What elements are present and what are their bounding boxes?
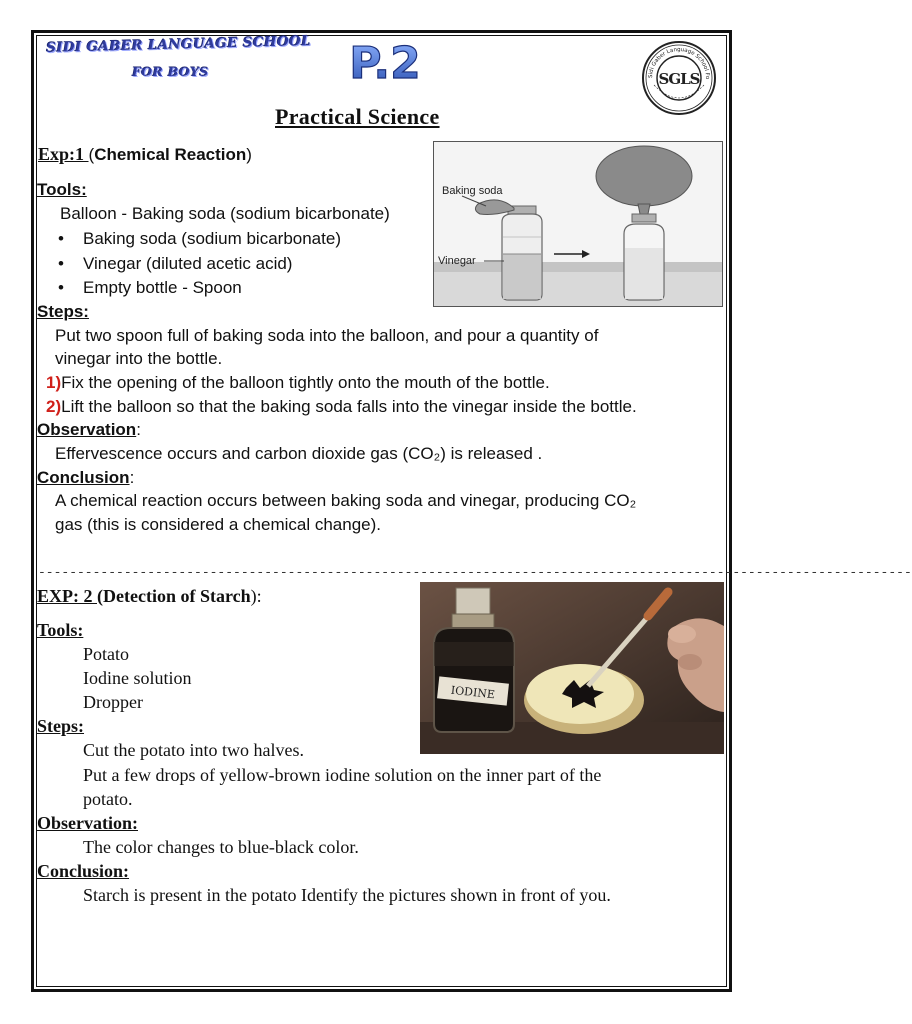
exp1-step-2: 2)Lift the balloon so that the baking soda falls into the vinegar inside the bottle. (46, 397, 637, 416)
iodine-potato-photo (420, 582, 724, 754)
exp1-step-1: 1)Fix the opening of the balloon tightly onto the mouth of the bottle. (46, 373, 550, 392)
grade-badge-logo (348, 34, 422, 88)
exp1-tools-line: Balloon - Baking soda (sodium bicarbonate) (60, 204, 390, 223)
exp1-steps-heading: Steps: (37, 302, 89, 321)
exp1-conclusion-heading: Conclusion: (37, 468, 135, 487)
exp2-heading: EXP: 2 (Detection of Starch): (37, 586, 262, 606)
section-divider: ---------------------------------------------------------------------------------------------------------------- (38, 565, 912, 580)
school-name-line2: FOR BOYS (132, 64, 209, 79)
exp1-steps-intro: Put two spoon full of baking soda into the balloon, and pour a quantity of (55, 326, 599, 345)
exp1-observation-heading: Observation: (37, 420, 141, 439)
svg-text:SGLS: SGLS (658, 70, 700, 88)
label-vinegar: Vinegar (438, 255, 476, 267)
exp2-steps-heading: Steps: (37, 716, 85, 736)
step-number: 2) (46, 397, 62, 416)
exp2-tools-heading: Tools: (37, 620, 84, 640)
exp2-step-2: Put a few drops of yellow-brown iodine solution on the inner part of the (83, 765, 602, 785)
exp2-conclusion-heading: Conclusion: (37, 861, 130, 881)
exp1-tool-item: • Baking soda (sodium bicarbonate) (58, 229, 341, 248)
balloon-experiment-figure (433, 141, 723, 307)
exp2-tool-item: Potato (83, 644, 130, 664)
exp1-label: Exp:1 (38, 144, 89, 164)
exp1-heading: Exp:1 (Chemical Reaction) (38, 144, 252, 164)
exp2-observation-heading: Observation: (37, 813, 138, 833)
exp1-conclusion-cont: gas (this is considered a chemical change). (55, 515, 381, 534)
exp2-label: EXP: 2 (37, 586, 97, 606)
exp2-step-1: Cut the potato into two halves. (83, 740, 304, 760)
exp2-topic: Detection of Starch (103, 586, 251, 606)
exp1-tools-heading: Tools: (37, 180, 87, 199)
school-name: SIDI GABER LANGUAGE SCHOOL (46, 33, 311, 56)
school-seal-logo (640, 39, 718, 117)
exp2-tool-item: Iodine solution (83, 668, 192, 688)
svg-text:P.2: P.2 (349, 38, 421, 89)
exp1-conclusion: A chemical reaction occurs between baking soda and vinegar, producing CO₂ (55, 491, 637, 510)
exp2-conclusion: Starch is present in the potato Identify the pictures shown in front of you. (83, 885, 611, 905)
exp1-steps-intro-cont: vinegar into the bottle. (55, 349, 223, 368)
label-baking-soda: Baking soda (442, 185, 503, 197)
exp1-observation: Effervescence occurs and carbon dioxide gas (CO₂) is released . (55, 444, 543, 463)
exp1-tool-item: • Vinegar (diluted acetic acid) (58, 254, 293, 273)
svg-text:Sidi Gaber Language School For: Sidi Gaber Language School Fo (647, 46, 711, 80)
exp2-tool-item: Dropper (83, 692, 143, 712)
exp1-tool-item: • Empty bottle - Spoon (58, 278, 242, 297)
exp2-step-2-cont: potato. (83, 789, 133, 809)
exp2-observation: The color changes to blue-black color. (83, 837, 359, 857)
step-number: 1) (46, 373, 62, 392)
exp1-topic: Chemical Reaction (94, 145, 247, 164)
iodine-bottle-label: IODINE (450, 683, 496, 702)
page-title: Practical Science (275, 104, 440, 129)
